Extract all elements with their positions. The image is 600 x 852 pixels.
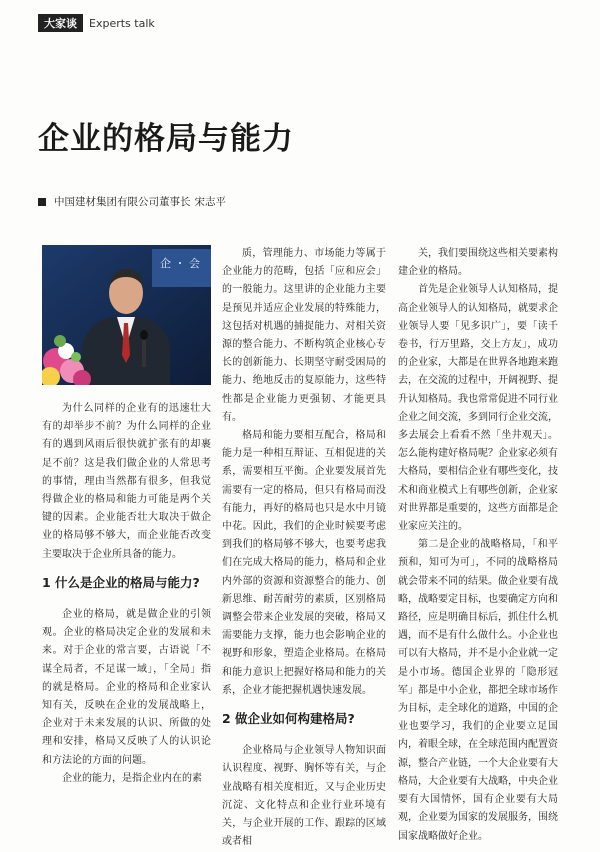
paragraph: 企业的格局，就是做企业的引领观。企业的格局决定企业的发展和未来。对于企业的常言要，古语说「不谋全局者，不足谋一域」，「全局」指的就是格局。企业的格局和企业家认知有关，反映在企业的发展战略上，企业对于未来发展的认识、所做的处理和安排，格局又反映了人的认识论和方法论的方面的问题。: [42, 609, 211, 766]
section-tag-en: Experts talk: [89, 16, 155, 30]
column-2: [222, 245, 386, 852]
paragraph: 企业格局与企业领导人物知识面认识程度、视野、胸怀等有关，与企业战略有相关度相近，又与企业历史沉淀、文化特点和企业行业环境有关，与企业开展的工作、跟踪的区域或者相: [222, 745, 386, 848]
section-heading-1: 1 什么是企业的格局与能力?: [42, 574, 200, 590]
paragraph: 关，我们要围绕这些相关要素构建企业的格局。: [398, 248, 558, 278]
column-1: [42, 400, 211, 788]
paragraph: 质，管理能力、市场能力等属于企业能力的范畴，包括「应和应会」的一般能力。这里讲的企业能力主要是预见并适应企业发展的特殊能力，这包括对机遇的捕捉能力、对相关资源的整合能力、不断构筑企业核心专长的创新能力、长期坚守耐受困局的能力、绝地反击的复原能力，这些特性都是企业能力更强韧、才能更具有。: [222, 248, 386, 423]
article-title: 企业的格局与能力: [38, 121, 294, 157]
section-heading-2: 2 做企业如何构建格局?: [222, 711, 355, 727]
byline-author: 宋志平: [194, 196, 226, 208]
byline: [38, 194, 226, 209]
speaker-photo-illustration: [42, 245, 211, 385]
column-3: [398, 245, 558, 846]
paragraph: 为什么同样的企业有的迅速壮大有的却举步不前？为什么同样的企业有的遇到风雨后很快就扩张有的却裹足不前？这是我们做企业的人常思考的事情，理由当然都有很多，但我觉得做企业的格局和能力可能是两个关键的因素。企业能否壮大取决于做企业的格局够不够大，而企业能否改变主要取决于企业所具备的能力。: [42, 403, 211, 560]
section-header: [38, 14, 155, 32]
paragraph: 格局和能力要相互配合，格局和能力是一种相互辩证、互相促进的关系，需要相互平衡。企业要发展首先需要有一定的格局，但只有格局而没有能力，再好的格局也只是水中月镜中花。因此，我们的企业时候要考虑到我们的格局够不够大，也要考虑我们在完成大格局的能力，格局和企业内外部的资源和资源整合的能力、创新思维、耐苦耐劳的素质，区别格局调整会带来企业发展的突破，格局又需要能力支撑，能力也会影响企业的视野和形象，塑造企业格局。在格局和能力意识上把握好格局和能力的关系，企业才能把握机遇快速发展。: [222, 430, 386, 696]
screen-text: 企 ・ 会: [160, 257, 200, 270]
paragraph: 首先是企业领导人认知格局，提高企业领导人的认知格局，就要求企业领导人要「见多识广」，要「读千卷书，行万里路，交上方友」，成功的企业家，大都是在世界各地跑来跑去，在交流的过程中，开阔视野、提升认知格局。我也常常促进不同行业企业之间交流，多到同行企业交流，多去展会上看看不然「坐井观天」。怎么能构建好格局呢？企业家必须有大格局，要相信企业有哪些变化，技术和商业模式上有哪些创新，企业家对世界都是重要的，这些方面都是企业家应关注的。: [398, 284, 558, 533]
speaker-photo: [42, 245, 211, 385]
paragraph: 企业的能力，是指企业内在的素: [62, 772, 202, 784]
section-tag: 大家谈: [38, 14, 83, 32]
byline-square-icon: [38, 198, 46, 206]
byline-company-title: 中国建材集团有限公司董事长: [54, 196, 191, 208]
paragraph: 第二是企业的战略格局，「和平预和，知可为可」，不同的战略格局就会带来不同的结果。做企业要有战略，战略要定目标，也要确定方向和路径，应是明确目标后，抓住什么机遇，而不是有什么做什么。小企业也可以有大格局，并不是小企业就一定是小市场。德国企业界的「隐形冠军」都是中小企业，都把全球市场作为目标，走全球化的道路，中国的企业也要学习，我们的企业要立足国内，着眼全球，在全球范围内配置资源，整合产业链，一个大企业要有大格局，大企业要有大战略，中央企业要有大国情怀，国有企业要有大局观，企业要为国家的发展服务，围绕国家战略做好企业。: [398, 539, 558, 842]
